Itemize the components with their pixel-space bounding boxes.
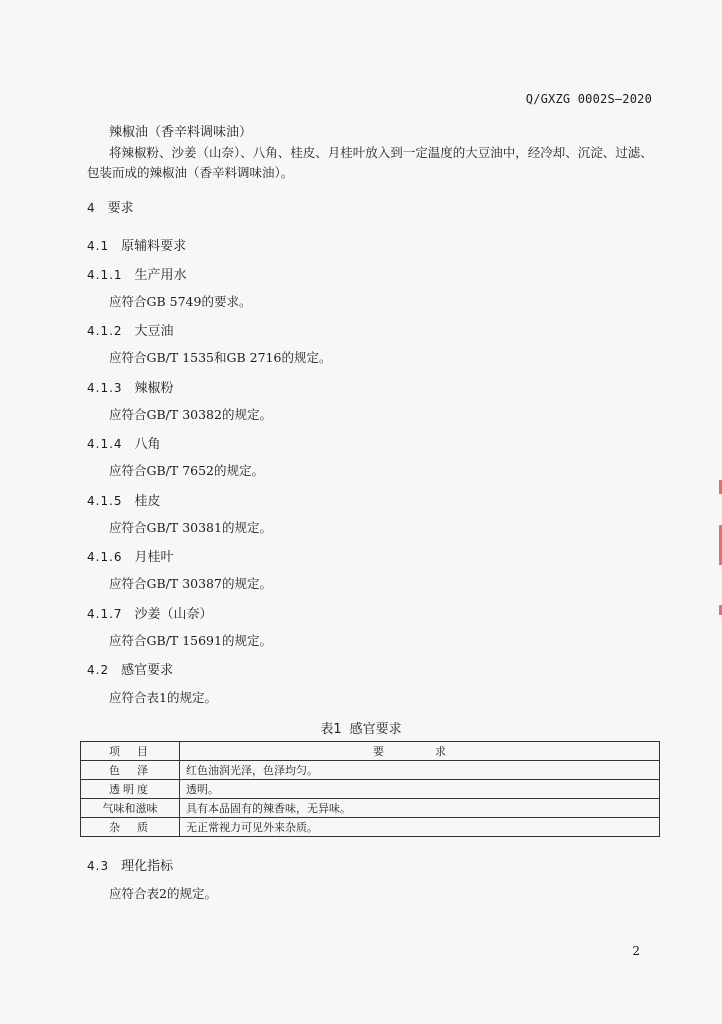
section-number: 4.1.6 <box>87 550 123 564</box>
section-title: 要求 <box>107 201 134 216</box>
table-row <box>81 780 660 799</box>
section-4-1-4-text: 应符合GB/T 7652的规定。 <box>109 463 265 478</box>
table-header-row <box>81 742 660 761</box>
section-number: 4 <box>87 201 96 215</box>
section-title: 沙姜（山奈） <box>134 607 213 622</box>
section-4-1-1-text: 应符合GB 5749的要求。 <box>109 294 252 309</box>
section-title: 月桂叶 <box>134 550 174 565</box>
table-row <box>81 761 660 780</box>
section-number: 4.2 <box>87 663 110 677</box>
section-title: 桂皮 <box>134 494 161 509</box>
section-number: 4.1 <box>87 239 110 253</box>
section-4-2-text: 应符合表1的规定。 <box>109 690 217 705</box>
section-title: 理化指标 <box>121 859 174 874</box>
term-title: 辣椒油（香辛料调味油） <box>109 125 253 140</box>
section-4-1-5-heading <box>87 490 161 509</box>
section-number: 4.1.1 <box>87 268 123 282</box>
section-number: 4.3 <box>87 859 110 873</box>
section-number: 4.1.5 <box>87 494 123 508</box>
section-4-1-6-heading <box>87 546 174 565</box>
table-1-caption <box>0 718 722 737</box>
section-4-3-text: 应符合表2的规定。 <box>109 886 217 901</box>
section-4-3-heading <box>87 855 173 874</box>
section-4-1-7-heading <box>87 603 213 622</box>
table-row <box>81 818 660 837</box>
section-title: 感官要求 <box>121 663 174 678</box>
table-caption-number: 表1 <box>320 722 342 737</box>
row-item: 气味和滋味 <box>81 799 180 818</box>
section-4-1-2-text: 应符合GB/T 1535和GB 2716的规定。 <box>109 350 332 365</box>
table-row <box>81 799 660 818</box>
section-number: 4.1.3 <box>87 381 123 395</box>
section-title: 生产用水 <box>134 268 187 283</box>
section-4-1-7-text: 应符合GB/T 15691的规定。 <box>109 633 272 648</box>
header-item: 项 目 <box>81 742 180 761</box>
section-number: 4.1.7 <box>87 607 123 621</box>
row-requirement: 透明。 <box>180 780 660 799</box>
section-title: 大豆油 <box>134 324 174 339</box>
section-title: 八角 <box>134 437 161 452</box>
row-item: 透明度 <box>81 780 180 799</box>
section-4-1-3-text: 应符合GB/T 30382的规定。 <box>109 407 272 422</box>
section-4-1-1-heading <box>87 264 187 283</box>
section-4-1-3-heading <box>87 377 174 396</box>
section-4-1-5-text: 应符合GB/T 30381的规定。 <box>109 520 272 535</box>
sensory-requirements-table <box>80 741 660 837</box>
row-requirement: 无正常视力可见外来杂质。 <box>180 818 660 837</box>
section-number: 4.1.2 <box>87 324 123 338</box>
section-4-1-heading <box>87 235 186 254</box>
page-number: 2 <box>632 944 640 958</box>
standard-code: Q/GXZG 0002S—2020 <box>525 92 652 106</box>
section-number: 4.1.4 <box>87 437 123 451</box>
section-4-heading <box>87 197 134 216</box>
header-requirement: 要 求 <box>180 742 660 761</box>
section-4-1-6-text: 应符合GB/T 30387的规定。 <box>109 576 272 591</box>
row-requirement: 具有本品固有的辣香味，无异味。 <box>180 799 660 818</box>
section-4-1-2-heading <box>87 320 174 339</box>
row-item: 杂 质 <box>81 818 180 837</box>
section-4-2-heading <box>87 659 173 678</box>
table-caption-title: 感官要求 <box>349 722 402 737</box>
section-4-1-4-heading <box>87 433 161 452</box>
section-title: 原辅料要求 <box>121 239 187 254</box>
term-definition-line-2: 包装而成的辣椒油（香辛料调味油）。 <box>87 165 294 180</box>
section-title: 辣椒粉 <box>134 381 174 396</box>
row-item: 色 泽 <box>81 761 180 780</box>
row-requirement: 红色油润光泽，色泽均匀。 <box>180 761 660 780</box>
term-definition-line-1: 将辣椒粉、沙姜（山奈）、八角、桂皮、月桂叶放入到一定温度的大豆油中，经冷却、沉淀、过滤、 <box>109 145 653 160</box>
